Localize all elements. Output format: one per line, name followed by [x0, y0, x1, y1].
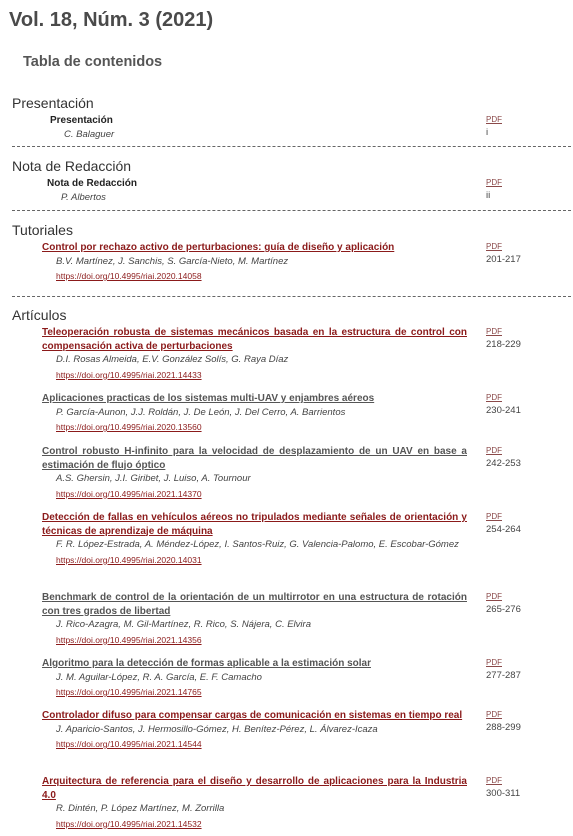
section-tutoriales: [12, 222, 571, 281]
section-title: Nota de Redacción: [12, 158, 132, 174]
pdf-link[interactable]: PDF: [486, 592, 502, 601]
pdf-link[interactable]: PDF: [486, 115, 502, 124]
pdf-link[interactable]: PDF: [486, 710, 502, 719]
article-authors: R. Dintén, P. López Martínez, M. Zorrilla: [56, 803, 225, 814]
article-doi-link[interactable]: https://doi.org/10.4995/riai.2021.14765: [56, 687, 202, 697]
article-title[interactable]: Teleoperación robusta de sistemas mecánicos basada en la estructura de control con compensación activa de perturbaciones: [42, 327, 467, 352]
article-title[interactable]: Control por rechazo activo de perturbaciones: guía de diseño y aplicación: [42, 242, 395, 253]
article-title[interactable]: Benchmark de control de la orientación de un multirrotor en una estructura de rotación con tres grados de libertad: [42, 592, 467, 617]
article-pages: 265-276: [486, 604, 521, 615]
section-presentacion: [12, 95, 571, 140]
article-title[interactable]: Nota de Redacción: [47, 178, 138, 189]
article-title[interactable]: Controlador difuso para compensar cargas de comunicación en sistemas en tiempo real: [42, 710, 463, 721]
article-pages: 288-299: [486, 722, 521, 733]
article-doi-link[interactable]: https://doi.org/10.4995/riai.2021.14370: [56, 488, 202, 499]
article-authors: J. Aparicio-Santos, J. Hermosillo-Gómez, H. Benítez-Pérez, L. Álvarez-Icaza: [56, 723, 378, 735]
section-divider: [12, 146, 571, 147]
article-authors: A.S. Ghersin, J.I. Giribet, J. Luiso, A. Tournour: [56, 473, 251, 484]
article-pages: 254-264: [486, 524, 521, 535]
article-title[interactable]: Aplicaciones practicas de los sistemas multi-UAV y enjambres aéreos: [42, 393, 375, 404]
pdf-link[interactable]: PDF: [486, 242, 502, 251]
article-title[interactable]: Control robusto H-infinito para la velocidad de desplazamiento de un UAV en base a estimación de flujo óptico: [42, 446, 467, 471]
section-title: Presentación: [12, 95, 94, 111]
article-pages: ii: [486, 190, 491, 201]
section-title: Artículos: [12, 307, 67, 323]
article-pages: 218-229: [486, 339, 521, 350]
article-pages: 242-253: [486, 458, 521, 469]
article-title[interactable]: Arquitectura de referencia para el diseño y desarrollo de aplicaciones para la Industria 4.0: [42, 776, 467, 801]
article-pages: 230-241: [486, 405, 521, 416]
article-doi-link[interactable]: https://doi.org/10.4995/riai.2021.14433: [56, 369, 202, 380]
article-authors: B.V. Martínez, J. Sanchis, S. García-Nieto, M. Martínez: [56, 255, 289, 267]
section-articulos: [12, 307, 571, 829]
volume-title: Vol. 18, Núm. 3 (2021): [9, 9, 214, 31]
article-authors: C. Balaguer: [64, 128, 115, 140]
article-pages: 300-311: [486, 788, 521, 799]
article-title[interactable]: Detección de fallas en vehículos aéreos no tripulados mediante señales de orientación y técnicas de aprendizaje de máquina: [42, 512, 467, 537]
section-nota-redaccion: [12, 158, 571, 203]
article-doi-link[interactable]: https://doi.org/10.4995/riai.2020.14031: [56, 554, 202, 565]
pdf-link[interactable]: PDF: [486, 658, 502, 667]
pdf-link[interactable]: PDF: [486, 776, 502, 785]
pdf-link[interactable]: PDF: [486, 327, 502, 336]
article-pages: i: [486, 127, 489, 138]
article-doi-link[interactable]: https://doi.org/10.4995/riai.2021.14532: [56, 818, 202, 829]
article-authors: F. R. López-Estrada, A. Méndez-López, I. Santos-Ruiz, G. Valencia-Palomo, E. Escobar-Gómez: [56, 539, 459, 550]
article-doi-link[interactable]: https://doi.org/10.4995/riai.2020.14058: [56, 271, 202, 281]
article-authors: J. Rico-Azagra, M. Gil-Martínez, R. Rico, S. Nájera, C. Elvira: [56, 619, 311, 630]
article-pages: 201-217: [486, 254, 521, 265]
article-authors: P. Albertos: [61, 191, 106, 203]
pdf-link[interactable]: PDF: [486, 512, 502, 521]
article-doi-link[interactable]: https://doi.org/10.4995/riai.2020.13560: [56, 422, 202, 432]
article-title[interactable]: Presentación: [50, 115, 113, 126]
article-authors: D.I. Rosas Almeida, E.V. González Solís, G. Raya Díaz: [56, 354, 289, 365]
article-pages: 277-287: [486, 670, 521, 681]
pdf-link[interactable]: PDF: [486, 178, 502, 187]
section-divider: [12, 210, 571, 211]
article-doi-link[interactable]: https://doi.org/10.4995/riai.2021.14356: [56, 634, 202, 645]
article-authors: J. M. Aguilar-López, R. A. García, E. F. Camacho: [56, 671, 262, 683]
section-divider: [12, 296, 571, 297]
section-title: Tutoriales: [12, 222, 73, 238]
article-authors: P. García-Aunon, J.J. Roldán, J. De León, J. Del Cerro, A. Barrientos: [56, 406, 346, 418]
pdf-link[interactable]: PDF: [486, 393, 502, 402]
pdf-link[interactable]: PDF: [486, 446, 502, 455]
toc-heading: Tabla de contenidos: [23, 54, 163, 70]
article-title[interactable]: Algoritmo para la detección de formas aplicable a la estimación solar: [42, 658, 371, 669]
article-doi-link[interactable]: https://doi.org/10.4995/riai.2021.14544: [56, 739, 202, 749]
